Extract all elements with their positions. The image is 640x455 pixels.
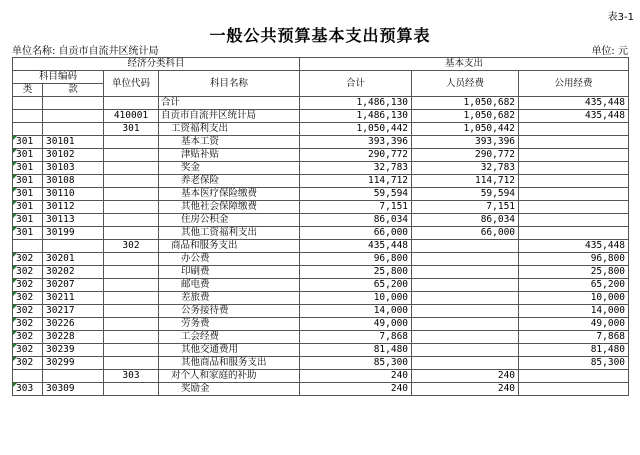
- row-total: 1,050,442: [300, 123, 412, 136]
- row-personnel: [412, 279, 519, 292]
- row-subject-name: 公务接待费: [159, 305, 300, 318]
- row-unit-code: 302: [104, 240, 159, 253]
- table-row: [13, 266, 629, 279]
- row-total: 1,486,130: [300, 97, 412, 110]
- row-category-code: [13, 123, 43, 136]
- table-row: [13, 253, 629, 266]
- row-personnel: [412, 240, 519, 253]
- row-category-code: 301: [13, 188, 43, 201]
- row-category-code: 302: [13, 279, 43, 292]
- row-public: 435,448: [519, 110, 629, 123]
- row-item-code: 30108: [43, 175, 104, 188]
- row-item-code: 30110: [43, 188, 104, 201]
- table-row: [13, 188, 629, 201]
- row-unit-code: [104, 136, 159, 149]
- row-item-code: 30309: [43, 383, 104, 396]
- header-econ-group: 经济分类科目: [13, 58, 300, 71]
- row-personnel: 1,050,682: [412, 110, 519, 123]
- row-item-code: 30207: [43, 279, 104, 292]
- row-public: [519, 188, 629, 201]
- row-subject-name: 办公费: [159, 253, 300, 266]
- row-subject-name: 其他商品和服务支出: [159, 357, 300, 370]
- row-total: 65,200: [300, 279, 412, 292]
- row-public: 49,000: [519, 318, 629, 331]
- row-unit-code: [104, 292, 159, 305]
- table-row: [13, 292, 629, 305]
- row-public: 96,800: [519, 253, 629, 266]
- row-item-code: 30199: [43, 227, 104, 240]
- row-category-code: 301: [13, 162, 43, 175]
- row-category-code: [13, 110, 43, 123]
- row-total: 81,480: [300, 344, 412, 357]
- row-personnel: [412, 305, 519, 318]
- table-row: [13, 214, 629, 227]
- row-item-code: 30299: [43, 357, 104, 370]
- row-public: 14,000: [519, 305, 629, 318]
- row-item-code: 30113: [43, 214, 104, 227]
- header-subject-code: 科目编码: [13, 71, 104, 84]
- row-total: 14,000: [300, 305, 412, 318]
- row-category-code: [13, 97, 43, 110]
- table-row: [13, 357, 629, 370]
- row-total: 59,594: [300, 188, 412, 201]
- row-subject-name: 工资福利支出: [159, 123, 300, 136]
- table-body: [13, 97, 629, 396]
- header-personnel: 人员经费: [412, 71, 519, 97]
- table-row: [13, 331, 629, 344]
- row-item-code: 30103: [43, 162, 104, 175]
- row-unit-code: [104, 318, 159, 331]
- row-personnel: [412, 344, 519, 357]
- row-public: 25,800: [519, 266, 629, 279]
- row-public: [519, 214, 629, 227]
- row-public: 7,868: [519, 331, 629, 344]
- unit-name-label: 单位名称: 自贡市自流井区统计局: [12, 46, 159, 57]
- row-personnel: 1,050,442: [412, 123, 519, 136]
- row-total: 85,300: [300, 357, 412, 370]
- row-public: [519, 149, 629, 162]
- row-subject-name: 其他工资福利支出: [159, 227, 300, 240]
- row-item-code: [43, 123, 104, 136]
- row-item-code: [43, 370, 104, 383]
- table-row: [13, 149, 629, 162]
- row-unit-code: [104, 266, 159, 279]
- row-unit-code: [104, 357, 159, 370]
- row-unit-code: [104, 383, 159, 396]
- row-item-code: 30102: [43, 149, 104, 162]
- row-subject-name: 邮电费: [159, 279, 300, 292]
- row-unit-code: [104, 201, 159, 214]
- row-total: 114,712: [300, 175, 412, 188]
- row-unit-code: 301: [104, 123, 159, 136]
- row-subject-name: 自贡市自流井区统计局: [159, 110, 300, 123]
- table-row: [13, 175, 629, 188]
- table-row: [13, 110, 629, 123]
- row-total: 25,800: [300, 266, 412, 279]
- row-unit-code: [104, 149, 159, 162]
- row-category-code: 302: [13, 253, 43, 266]
- row-category-code: 302: [13, 318, 43, 331]
- row-item-code: 30101: [43, 136, 104, 149]
- row-item-code: 30228: [43, 331, 104, 344]
- row-public: [519, 227, 629, 240]
- row-total: 10,000: [300, 292, 412, 305]
- row-subject-name: 奖励金: [159, 383, 300, 396]
- row-item-code: 30239: [43, 344, 104, 357]
- row-category-code: 302: [13, 266, 43, 279]
- row-total: 66,000: [300, 227, 412, 240]
- table-row: [13, 383, 629, 396]
- row-subject-name: 基本医疗保险缴费: [159, 188, 300, 201]
- row-total: 49,000: [300, 318, 412, 331]
- row-personnel: [412, 357, 519, 370]
- table-row: [13, 136, 629, 149]
- row-subject-name: 养老保险: [159, 175, 300, 188]
- row-personnel: 32,783: [412, 162, 519, 175]
- row-personnel: [412, 292, 519, 305]
- row-total: 240: [300, 370, 412, 383]
- table-row: [13, 162, 629, 175]
- table-row: [13, 201, 629, 214]
- table-row: [13, 279, 629, 292]
- row-item-code: [43, 240, 104, 253]
- row-total: 7,151: [300, 201, 412, 214]
- row-category-code: 302: [13, 292, 43, 305]
- row-category-code: 301: [13, 201, 43, 214]
- table-row: [13, 227, 629, 240]
- row-category-code: [13, 370, 43, 383]
- row-public: [519, 162, 629, 175]
- row-total: 86,034: [300, 214, 412, 227]
- row-subject-name: 其他交通费用: [159, 344, 300, 357]
- row-total: 393,396: [300, 136, 412, 149]
- row-item-code: 30226: [43, 318, 104, 331]
- row-subject-name: 住房公积金: [159, 214, 300, 227]
- row-total: 1,486,130: [300, 110, 412, 123]
- row-personnel: [412, 318, 519, 331]
- row-unit-code: 303: [104, 370, 159, 383]
- row-unit-code: [104, 279, 159, 292]
- row-personnel: 393,396: [412, 136, 519, 149]
- row-item-code: 30211: [43, 292, 104, 305]
- row-item-code: [43, 97, 104, 110]
- row-item-code: 30112: [43, 201, 104, 214]
- row-unit-code: [104, 97, 159, 110]
- row-personnel: 86,034: [412, 214, 519, 227]
- row-total: 7,868: [300, 331, 412, 344]
- row-public: [519, 383, 629, 396]
- row-subject-name: 其他社会保障缴费: [159, 201, 300, 214]
- header-subject-name: 科目名称: [159, 71, 300, 97]
- row-subject-name: 印刷费: [159, 266, 300, 279]
- row-item-code: 30217: [43, 305, 104, 318]
- row-category-code: 301: [13, 175, 43, 188]
- header-total: 合计: [300, 71, 412, 97]
- header-kuan: 款: [43, 84, 104, 97]
- row-personnel: [412, 266, 519, 279]
- row-personnel: 240: [412, 383, 519, 396]
- row-category-code: 302: [13, 305, 43, 318]
- row-category-code: 302: [13, 331, 43, 344]
- row-unit-code: [104, 344, 159, 357]
- row-category-code: [13, 240, 43, 253]
- row-public: 435,448: [519, 240, 629, 253]
- row-personnel: 290,772: [412, 149, 519, 162]
- row-public: [519, 123, 629, 136]
- row-public: [519, 201, 629, 214]
- page-title: 一般公共预算基本支出预算表: [209, 26, 431, 45]
- table-row: [13, 318, 629, 331]
- row-public: [519, 175, 629, 188]
- row-unit-code: [104, 162, 159, 175]
- table-number: 表3-1: [607, 12, 634, 23]
- row-category-code: 301: [13, 149, 43, 162]
- row-unit-code: [104, 227, 159, 240]
- row-personnel: 7,151: [412, 201, 519, 214]
- row-personnel: [412, 253, 519, 266]
- row-unit-code: 410001: [104, 110, 159, 123]
- header-public: 公用经费: [519, 71, 629, 97]
- row-subject-name: 基本工资: [159, 136, 300, 149]
- row-personnel: 66,000: [412, 227, 519, 240]
- row-public: 65,200: [519, 279, 629, 292]
- header-unit-code: 单位代码: [104, 71, 159, 97]
- row-public: 85,300: [519, 357, 629, 370]
- table-row: [13, 123, 629, 136]
- header-basic-group: 基本支出: [300, 58, 629, 71]
- row-unit-code: [104, 214, 159, 227]
- row-item-code: 30201: [43, 253, 104, 266]
- row-subject-name: 津贴补贴: [159, 149, 300, 162]
- row-subject-name: 对个人和家庭的补助: [159, 370, 300, 383]
- row-subject-name: 劳务费: [159, 318, 300, 331]
- row-personnel: [412, 331, 519, 344]
- row-subject-name: 奖金: [159, 162, 300, 175]
- row-personnel: 240: [412, 370, 519, 383]
- row-category-code: 303: [13, 383, 43, 396]
- row-category-code: 302: [13, 357, 43, 370]
- row-subject-name: 差旅费: [159, 292, 300, 305]
- row-item-code: [43, 110, 104, 123]
- row-personnel: 114,712: [412, 175, 519, 188]
- header-lei: 类: [13, 84, 43, 97]
- row-unit-code: [104, 305, 159, 318]
- row-category-code: 301: [13, 136, 43, 149]
- row-total: 435,448: [300, 240, 412, 253]
- budget-table: [12, 57, 629, 396]
- row-unit-code: [104, 331, 159, 344]
- currency-unit-label: 单位: 元: [591, 46, 628, 57]
- row-unit-code: [104, 175, 159, 188]
- row-subject-name: 工会经费: [159, 331, 300, 344]
- row-public: 435,448: [519, 97, 629, 110]
- row-item-code: 30202: [43, 266, 104, 279]
- row-total: 32,783: [300, 162, 412, 175]
- table-row: [13, 305, 629, 318]
- table-row: [13, 97, 629, 110]
- table-row: [13, 240, 629, 253]
- table-row: [13, 370, 629, 383]
- row-unit-code: [104, 253, 159, 266]
- row-subject-name: 合计: [159, 97, 300, 110]
- row-personnel: 59,594: [412, 188, 519, 201]
- row-category-code: 301: [13, 214, 43, 227]
- row-total: 96,800: [300, 253, 412, 266]
- row-public: 81,480: [519, 344, 629, 357]
- row-total: 290,772: [300, 149, 412, 162]
- row-subject-name: 商品和服务支出: [159, 240, 300, 253]
- table-row: [13, 344, 629, 357]
- row-personnel: 1,050,682: [412, 97, 519, 110]
- row-category-code: 301: [13, 227, 43, 240]
- row-category-code: 302: [13, 344, 43, 357]
- row-public: [519, 136, 629, 149]
- row-unit-code: [104, 188, 159, 201]
- row-total: 240: [300, 383, 412, 396]
- row-public: 10,000: [519, 292, 629, 305]
- row-public: [519, 370, 629, 383]
